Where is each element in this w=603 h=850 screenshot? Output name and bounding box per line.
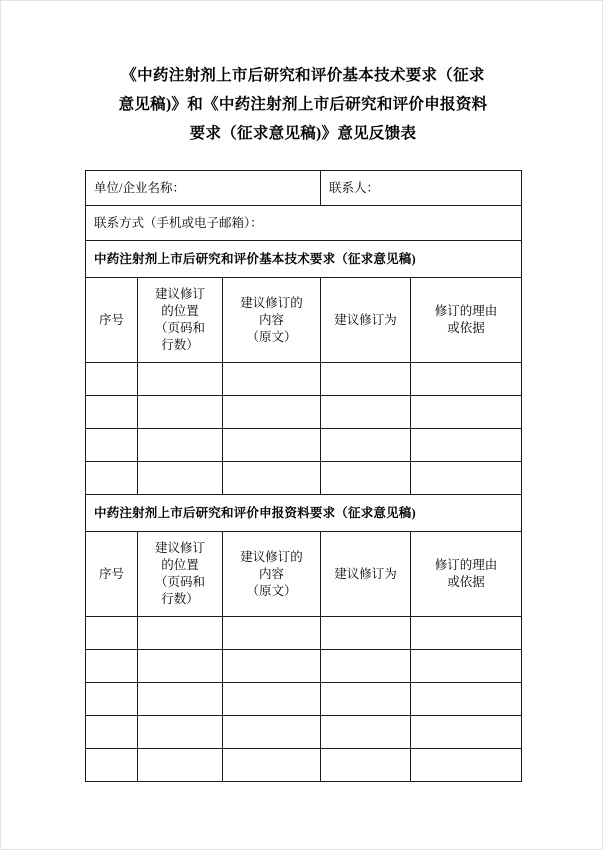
cell-original[interactable]	[223, 749, 321, 782]
cell-position[interactable]	[138, 363, 223, 396]
cell-original[interactable]	[223, 617, 321, 650]
column-header-original-2: 建议修订的 内容 （原文）	[223, 532, 321, 617]
cell-revision[interactable]	[321, 429, 411, 462]
cell-index[interactable]	[86, 462, 138, 495]
page-title-line-3: 要求（征求意见稿)》意见反馈表	[189, 125, 417, 142]
cell-reason[interactable]	[411, 650, 522, 683]
cell-position[interactable]	[138, 396, 223, 429]
table-row	[86, 396, 522, 429]
cell-index[interactable]	[86, 716, 138, 749]
cell-original[interactable]	[223, 396, 321, 429]
table-row-contact-method	[86, 206, 522, 241]
cell-reason[interactable]	[411, 683, 522, 716]
cell-revision[interactable]	[321, 617, 411, 650]
table-row	[86, 749, 522, 782]
cell-reason[interactable]	[411, 749, 522, 782]
column-header-index-1: 序号	[86, 278, 138, 363]
table-row	[86, 429, 522, 462]
cell-original[interactable]	[223, 363, 321, 396]
contact-person-label[interactable]: 联系人：	[321, 171, 522, 206]
table-row	[86, 683, 522, 716]
cell-index[interactable]	[86, 617, 138, 650]
column-header-reason-1: 修订的理由 或依据	[411, 278, 522, 363]
table-row	[86, 363, 522, 396]
cell-reason[interactable]	[411, 429, 522, 462]
cell-revision[interactable]	[321, 749, 411, 782]
feedback-form-table	[85, 170, 522, 782]
column-header-reason-2: 修订的理由 或依据	[411, 532, 522, 617]
cell-original[interactable]	[223, 462, 321, 495]
page-title-line-2: 意见稿)》和《中药注射剂上市后研究和评价申报资料	[118, 96, 488, 113]
page-title	[85, 61, 521, 148]
cell-position[interactable]	[138, 683, 223, 716]
cell-position[interactable]	[138, 429, 223, 462]
page-title-line-1: 《中药注射剂上市后研究和评价基本技术要求（征求	[121, 67, 485, 84]
cell-index[interactable]	[86, 429, 138, 462]
cell-position[interactable]	[138, 650, 223, 683]
cell-revision[interactable]	[321, 462, 411, 495]
contact-method-label[interactable]: 联系方式（手机或电子邮箱）：	[86, 206, 522, 241]
table-row-section-2-heading	[86, 495, 522, 532]
cell-revision[interactable]	[321, 396, 411, 429]
unit-name-label[interactable]: 单位/企业名称：	[86, 171, 321, 206]
section-1-heading: 中药注射剂上市后研究和评价基本技术要求（征求意见稿)	[86, 241, 522, 278]
cell-position[interactable]	[138, 749, 223, 782]
table-row	[86, 650, 522, 683]
column-header-position-1: 建议修订 的位置 （页码和 行数）	[138, 278, 223, 363]
table-row-section-1-heading	[86, 241, 522, 278]
cell-original[interactable]	[223, 716, 321, 749]
cell-reason[interactable]	[411, 716, 522, 749]
cell-reason[interactable]	[411, 617, 522, 650]
cell-original[interactable]	[223, 650, 321, 683]
cell-index[interactable]	[86, 683, 138, 716]
cell-reason[interactable]	[411, 363, 522, 396]
table-row-section-1-header	[86, 278, 522, 363]
cell-index[interactable]	[86, 749, 138, 782]
table-row	[86, 716, 522, 749]
column-header-position-2: 建议修订 的位置 （页码和 行数）	[138, 532, 223, 617]
section-2-heading: 中药注射剂上市后研究和评价申报资料要求（征求意见稿)	[86, 495, 522, 532]
cell-revision[interactable]	[321, 363, 411, 396]
column-header-revision-2: 建议修订为	[321, 532, 411, 617]
cell-revision[interactable]	[321, 650, 411, 683]
column-header-original-1: 建议修订的 内容 （原文）	[223, 278, 321, 363]
cell-reason[interactable]	[411, 396, 522, 429]
table-row-unit-contact	[86, 171, 522, 206]
column-header-index-2: 序号	[86, 532, 138, 617]
cell-revision[interactable]	[321, 716, 411, 749]
cell-index[interactable]	[86, 396, 138, 429]
cell-reason[interactable]	[411, 462, 522, 495]
cell-position[interactable]	[138, 617, 223, 650]
column-header-revision-1: 建议修订为	[321, 278, 411, 363]
table-row	[86, 617, 522, 650]
table-row	[86, 462, 522, 495]
cell-original[interactable]	[223, 683, 321, 716]
cell-index[interactable]	[86, 363, 138, 396]
cell-original[interactable]	[223, 429, 321, 462]
cell-position[interactable]	[138, 462, 223, 495]
cell-position[interactable]	[138, 716, 223, 749]
cell-revision[interactable]	[321, 683, 411, 716]
document-body	[85, 61, 521, 782]
cell-index[interactable]	[86, 650, 138, 683]
table-row-section-2-header	[86, 532, 522, 617]
